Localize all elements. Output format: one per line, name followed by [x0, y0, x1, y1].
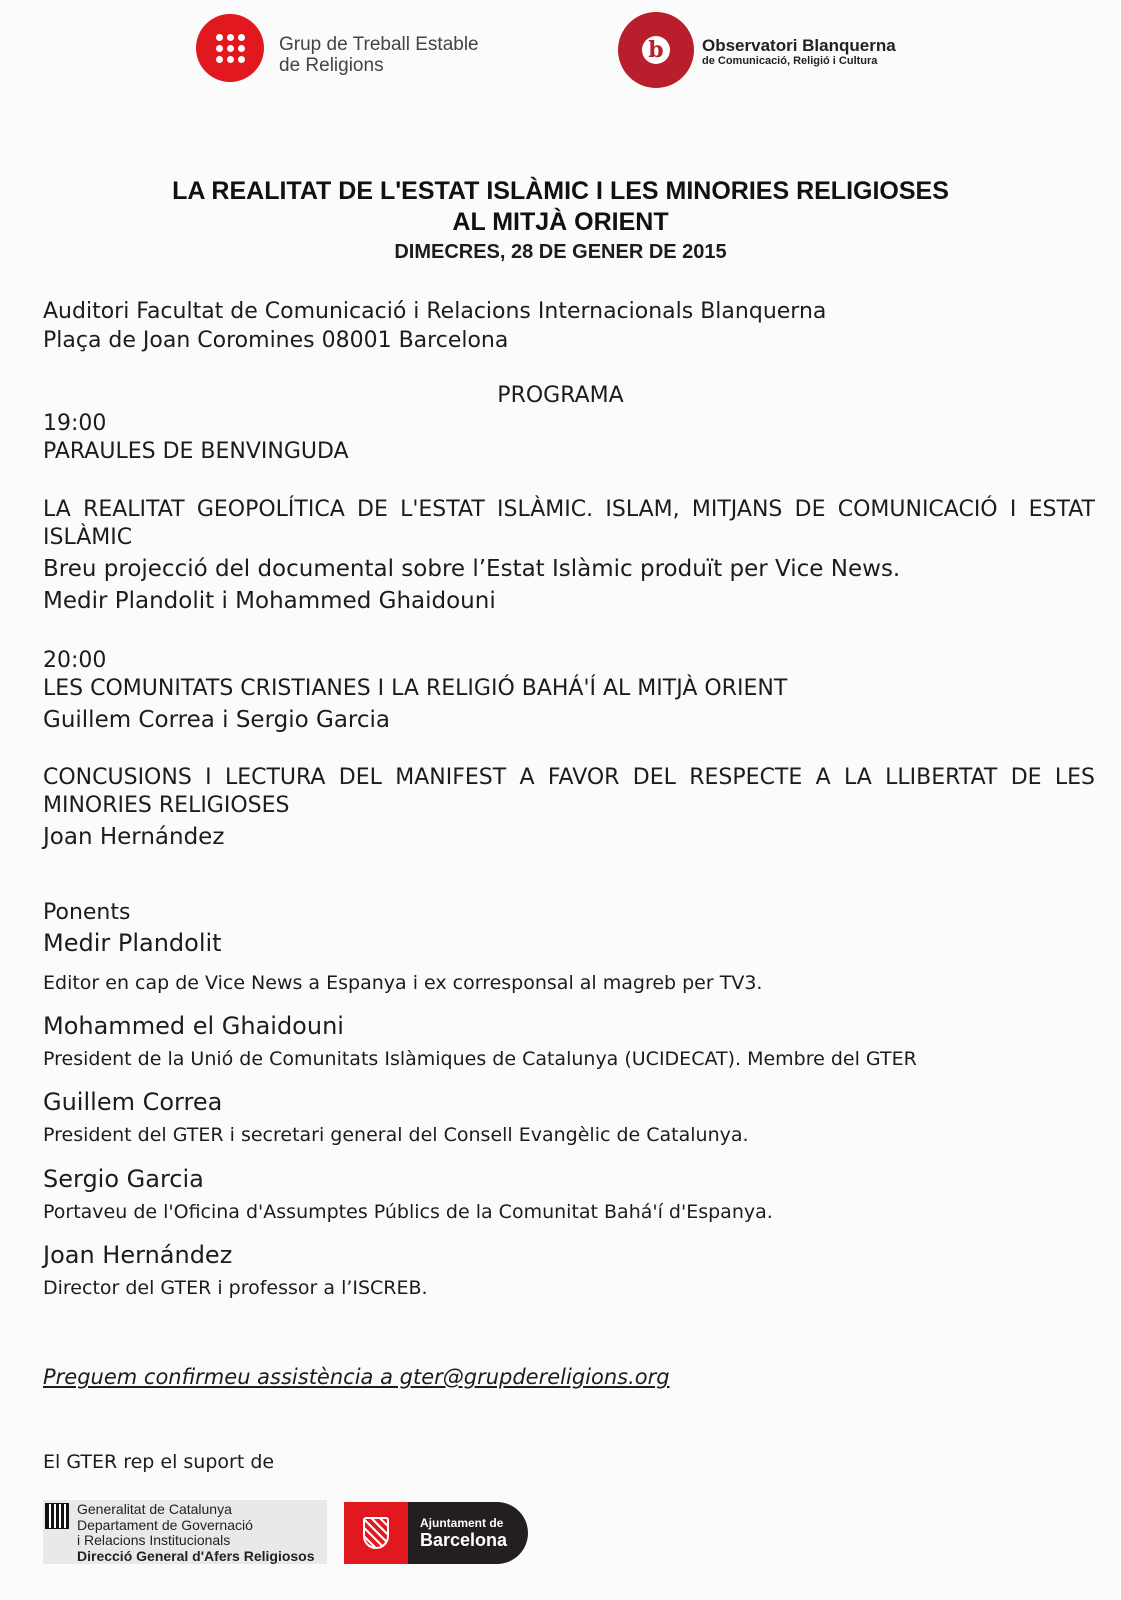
- generalitat-line4: Direcció General d'Afers Religiosos: [77, 1547, 315, 1564]
- ponent-role: President de la Unió de Comunitats Islàmiques de Catalunya (UCIDECAT). Membre del GTER: [43, 1048, 917, 1070]
- ponent-name: Medir Plandolit: [43, 929, 222, 957]
- ponent-role: President del GTER i secretari general del Consell Evangèlic de Catalunya.: [43, 1124, 749, 1146]
- generalitat-emblem-icon: [45, 1503, 69, 1529]
- time-2000: 20:00: [43, 648, 107, 673]
- letter-b-icon: b: [642, 36, 670, 64]
- ponent-name: Guillem Correa: [43, 1088, 223, 1116]
- venue-line2: Plaça de Joan Coromines 08001 Barcelona: [43, 328, 509, 353]
- ponent-name: Sergio Garcia: [43, 1165, 204, 1193]
- generalitat-line3: i Relacions Institucionals: [77, 1532, 231, 1548]
- event-title-line2: AL MITJÀ ORIENT: [452, 208, 669, 236]
- session1-description: Breu projecció del documental sobre l’Estat Islàmic produït per Vice News.: [43, 556, 901, 582]
- venue-line1: Auditori Facultat de Comunicació i Relacions Internacionals Blanquerna: [43, 299, 827, 324]
- event-date: DIMECRES, 28 DE GENER DE 2015: [394, 241, 727, 263]
- session1-title: LA REALITAT GEOPOLÍTICA DE L'ESTAT ISLÀMIC. ISLAM, MITJANS DE COMUNICACIÓ I ESTAT ISLÀMIC: [43, 497, 1095, 550]
- observatori-logo-text: [702, 36, 896, 68]
- gter-logo-text: [279, 34, 479, 76]
- session3-speakers: Joan Hernández: [43, 824, 225, 850]
- session2-title: LES COMUNITATS CRISTIANES I LA RELIGIÓ BAHÁ'Í AL MITJÀ ORIENT: [43, 676, 788, 701]
- barcelona-shield-container: [344, 1502, 408, 1564]
- barcelona-shield-icon: [363, 1517, 389, 1549]
- gter-name-line1: Grup de Treball Estable: [279, 34, 479, 55]
- ponent-name: Joan Hernández: [43, 1241, 233, 1269]
- generalitat-logo: [43, 1500, 327, 1564]
- ponent-role: Portaveu de l'Oficina d'Assumptes Públics de la Comunitat Bahá'í d'Espanya.: [43, 1201, 773, 1223]
- support-label: El GTER rep el suport de: [43, 1451, 275, 1473]
- gter-name-line2: de Religions: [279, 55, 384, 76]
- observatori-name: Observatori Blanquerna: [702, 36, 896, 55]
- rsvp-link[interactable]: Preguem confirmeu assistència a gter@grupdereligions.org: [43, 1365, 670, 1389]
- observatori-logo-mark: [618, 12, 694, 88]
- generalitat-line1: Generalitat de Catalunya: [77, 1501, 232, 1517]
- ponents-heading: Ponents: [43, 900, 131, 925]
- programa-heading: PROGRAMA: [497, 383, 624, 408]
- ajuntament-line2: Barcelona: [420, 1529, 508, 1550]
- event-title-line1: LA REALITAT DE L'ESTAT ISLÀMIC I LES MINORIES RELIGIOSES: [172, 177, 949, 205]
- welcome-item: PARAULES DE BENVINGUDA: [43, 439, 349, 464]
- ajuntament-line1: Ajuntament de: [420, 1515, 504, 1530]
- venue: [43, 297, 826, 355]
- generalitat-line2: Departament de Governació: [77, 1516, 253, 1533]
- ajuntament-text: [408, 1516, 507, 1551]
- ajuntament-logo: [344, 1502, 528, 1564]
- observatori-subtitle: de Comunicació, Religió i Cultura: [702, 55, 878, 67]
- dots-icon: [216, 34, 245, 63]
- ponent-role: Editor en cap de Vice News a Espanya i ex corresponsal al magreb per TV3.: [43, 972, 763, 994]
- ponent-role: Director del GTER i professor a l’ISCREB.: [43, 1277, 428, 1299]
- event-title: [0, 176, 1121, 238]
- session2-speakers: Guillem Correa i Sergio Garcia: [43, 707, 390, 733]
- session1-speakers: Medir Plandolit i Mohammed Ghaidouni: [43, 588, 496, 614]
- time-1900: 19:00: [43, 411, 107, 436]
- session3-title: CONCUSIONS I LECTURA DEL MANIFEST A FAVOR DEL RESPECTE A LA LLIBERTAT DE LES MINORIES RELIGIOSES: [43, 765, 1095, 818]
- gter-logo-mark: [196, 14, 264, 82]
- ponent-name: Mohammed el Ghaidouni: [43, 1012, 344, 1040]
